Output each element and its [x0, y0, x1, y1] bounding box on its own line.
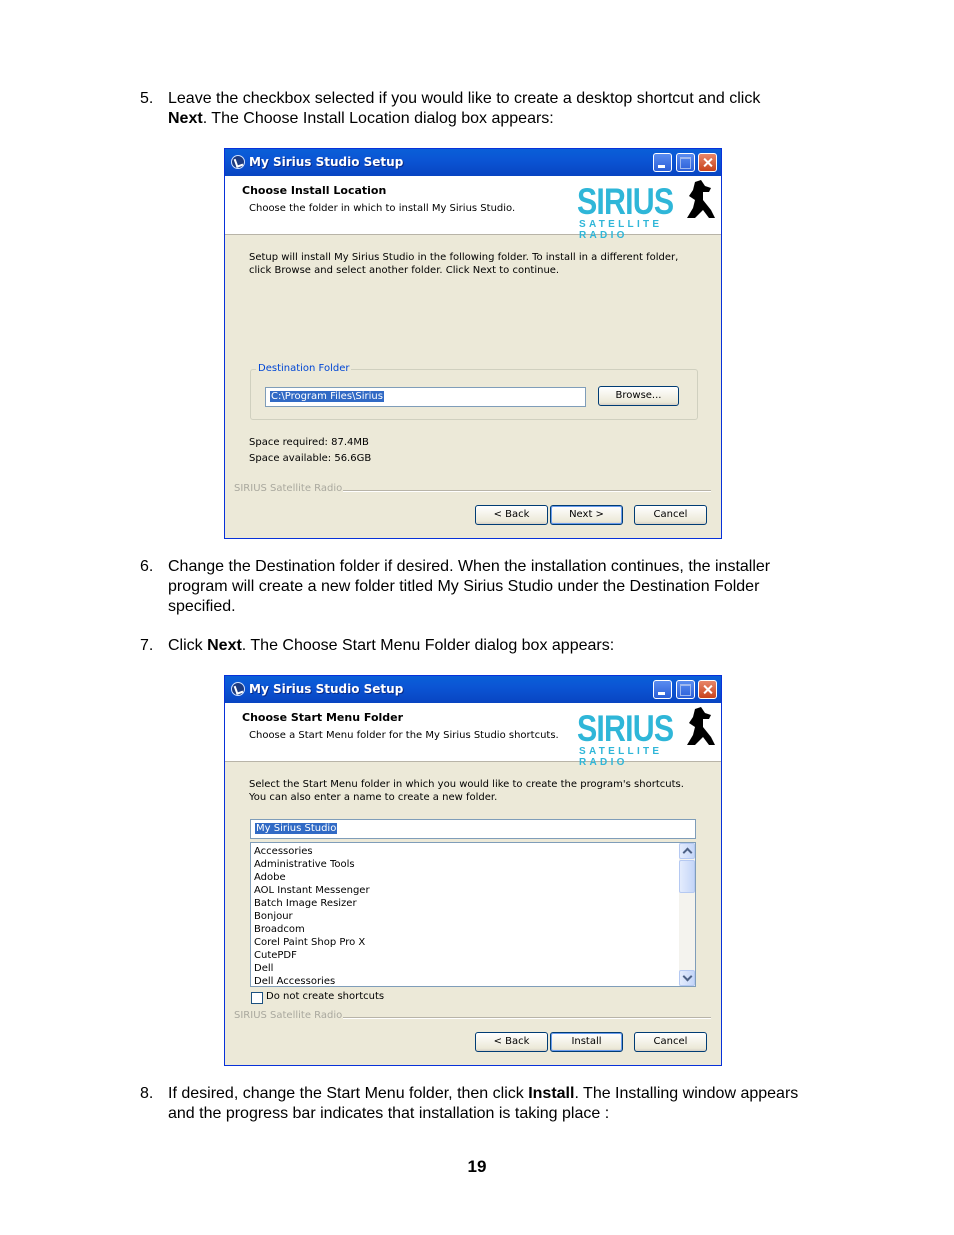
list-item[interactable]: CutePDF	[254, 950, 297, 961]
start-menu-dialog	[224, 675, 722, 1066]
list-item[interactable]: Administrative Tools	[254, 859, 355, 870]
list-item[interactable]: Bonjour	[254, 911, 293, 922]
step-text-cont: . The Choose Install Location dialog box appears:	[202, 110, 554, 127]
cancel-button[interactable]: Cancel	[634, 505, 707, 525]
maximize-button[interactable]	[676, 153, 695, 172]
next-button[interactable]: Next >	[550, 505, 623, 525]
close-button[interactable]	[698, 153, 717, 172]
logo-word: SIRIUS	[577, 708, 674, 749]
folder-list	[251, 845, 370, 988]
no-shortcuts-checkbox[interactable]	[251, 992, 263, 1004]
list-item[interactable]: Dell Accessories	[254, 976, 336, 987]
scroll-up-icon[interactable]	[679, 843, 695, 859]
logo-tagline: SATELLITE RADIO	[579, 219, 663, 241]
step-number: 7.	[140, 637, 154, 654]
logo-tagline: SATELLITE RADIO	[579, 746, 663, 768]
window-title: My Sirius Studio Setup	[249, 155, 404, 169]
dialog-header	[225, 703, 721, 768]
brand-divider	[343, 1017, 711, 1019]
brand-label: SIRIUS Satellite Radio	[234, 1010, 343, 1021]
close-button[interactable]	[698, 680, 717, 699]
dialog-header	[225, 176, 721, 241]
step-bold: Install	[528, 1085, 575, 1102]
no-shortcuts-label: Do not create shortcuts	[266, 991, 385, 1002]
start-menu-folder-input[interactable]	[250, 819, 696, 839]
scroll-down-icon[interactable]	[679, 970, 695, 986]
header-title: Choose Install Location	[242, 184, 387, 197]
window-title: My Sirius Studio Setup	[249, 682, 404, 696]
title-bar[interactable]	[225, 676, 721, 703]
brand-divider	[343, 490, 711, 492]
list-item[interactable]: Broadcom	[254, 924, 305, 935]
brand-label: SIRIUS Satellite Radio	[234, 483, 343, 494]
step-bold: Next	[168, 110, 203, 127]
list-item[interactable]: AOL Instant Messenger	[254, 885, 370, 896]
step-text: If desired, change the Start Menu folder, then click	[168, 1085, 529, 1102]
step-bold: Next	[207, 637, 242, 654]
list-item[interactable]: Dell	[254, 963, 274, 974]
path-selection: C:\Program Files\Sirius	[271, 391, 383, 402]
step-number: 8.	[140, 1085, 154, 1102]
sirius-logo	[577, 705, 717, 768]
instruction-text: Setup will install My Sirius Studio in the following folder. To install in a different folder, click Browse and select another folder. Click Next to continue.	[249, 252, 679, 276]
dog-icon	[681, 180, 717, 220]
space-available: Space available: 56.6GB	[249, 453, 372, 464]
step-number: 5.	[140, 90, 154, 107]
app-icon	[231, 682, 245, 696]
app-icon	[231, 155, 245, 169]
install-button[interactable]: Install	[550, 1032, 623, 1052]
page-number: 19	[467, 1157, 487, 1176]
destination-path-input[interactable]	[265, 387, 586, 407]
step-text: Leave the checkbox selected if you would like to create a desktop shortcut and click	[168, 90, 761, 107]
step-text: Click	[168, 637, 208, 654]
vertical-scrollbar[interactable]	[679, 843, 695, 986]
step-text-cont: . The Choose Start Menu Folder dialog box appears:	[241, 637, 615, 654]
step-text: Change the Destination folder if desired. When the installation continues, the installer program will create a new folder titled My Sirius Studio under the Destination Folder specified.	[168, 558, 771, 615]
header-subtitle: Choose the folder in which to install My Sirius Studio.	[249, 203, 516, 214]
step-text-cont: . The Installing window appears and the progress bar indicates that installation is taking place :	[168, 1085, 799, 1122]
list-item[interactable]: Accessories	[254, 846, 313, 857]
folder-selection: My Sirius Studio	[256, 823, 337, 834]
cancel-button[interactable]: Cancel	[634, 1032, 707, 1052]
minimize-button[interactable]	[653, 153, 672, 172]
install-location-dialog	[224, 148, 722, 539]
minimize-button[interactable]	[653, 680, 672, 699]
back-button[interactable]: < Back	[475, 1032, 548, 1052]
sirius-logo	[577, 178, 717, 241]
scroll-thumb[interactable]	[679, 860, 695, 893]
title-bar[interactable]	[225, 149, 721, 176]
list-item[interactable]: Batch Image Resizer	[254, 898, 357, 909]
instruction-text: Select the Start Menu folder in which you would like to create the program's shortcuts. You can also enter a name to create a new folder.	[249, 779, 684, 803]
list-item[interactable]: Adobe	[254, 872, 286, 883]
dog-icon	[681, 707, 717, 747]
space-required: Space required: 87.4MB	[249, 437, 369, 448]
logo-word: SIRIUS	[577, 181, 674, 222]
header-subtitle: Choose a Start Menu folder for the My Sirius Studio shortcuts.	[249, 730, 559, 741]
back-button[interactable]: < Back	[475, 505, 548, 525]
browse-button[interactable]: Browse...	[598, 386, 679, 406]
destination-legend: Destination Folder	[258, 363, 350, 374]
folder-listbox[interactable]	[250, 842, 696, 987]
maximize-button[interactable]	[676, 680, 695, 699]
list-item[interactable]: Corel Paint Shop Pro X	[254, 937, 366, 948]
step-number: 6.	[140, 558, 154, 575]
header-title: Choose Start Menu Folder	[242, 711, 404, 724]
